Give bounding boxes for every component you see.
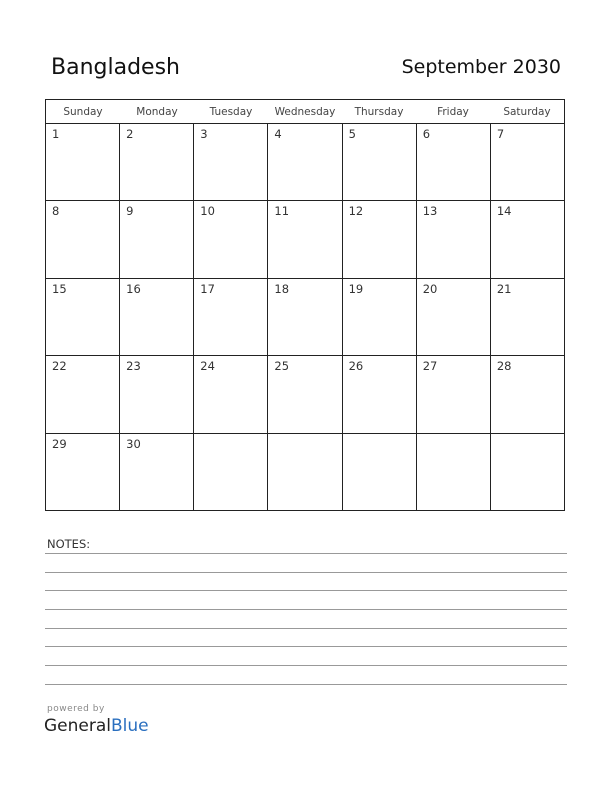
day-cell — [268, 279, 342, 355]
day-number: 27 — [422, 359, 438, 374]
day-cell — [268, 434, 342, 510]
day-number: 17 — [200, 281, 215, 296]
day-number: 4 — [274, 127, 282, 141]
week-row — [46, 434, 564, 510]
day-cell — [194, 124, 268, 200]
day-number: 2 — [126, 127, 134, 141]
day-number: 22 — [52, 359, 67, 374]
note-line — [45, 684, 567, 685]
note-line — [45, 609, 567, 610]
day-number: 9 — [126, 204, 134, 219]
week-row — [46, 201, 564, 278]
day-number: 16 — [126, 281, 141, 296]
day-number: 29 — [52, 436, 67, 451]
country-title: Bangladesh — [51, 55, 180, 80]
week-row — [46, 279, 564, 356]
day-cell — [491, 124, 564, 200]
day-number: 20 — [422, 281, 438, 296]
day-cell — [417, 201, 491, 277]
day-number: 10 — [200, 204, 215, 219]
weekday-sunday: Sunday — [63, 106, 103, 118]
day-number: 30 — [126, 436, 141, 451]
day-cell — [46, 201, 120, 277]
day-cell — [120, 201, 194, 277]
day-number: 23 — [126, 359, 141, 374]
day-cell — [268, 124, 342, 200]
note-line — [45, 665, 567, 666]
note-line — [45, 646, 567, 647]
day-cell — [417, 279, 491, 355]
day-number: 15 — [52, 281, 67, 296]
day-cell — [194, 279, 268, 355]
day-cell — [343, 201, 417, 277]
weekday-wednesday: Wednesday — [274, 106, 336, 118]
day-cell — [343, 434, 417, 510]
day-cell — [343, 124, 417, 200]
day-number: 5 — [348, 127, 356, 141]
day-cell — [194, 201, 268, 277]
day-cell — [417, 434, 491, 510]
day-number: 13 — [422, 204, 438, 219]
weekday-friday: Friday — [437, 106, 469, 118]
day-number: 12 — [348, 204, 364, 219]
day-number: 11 — [274, 204, 290, 219]
day-cell — [268, 356, 342, 432]
day-number: 14 — [496, 204, 512, 219]
weekday-monday: Monday — [136, 106, 178, 118]
day-cell — [417, 356, 491, 432]
day-cell — [120, 279, 194, 355]
day-cell — [491, 279, 564, 355]
brand-general: General — [44, 716, 111, 736]
weekday-tuesday: Tuesday — [209, 106, 253, 118]
day-cell — [46, 434, 120, 510]
weekday-thursday: Thursday — [354, 106, 404, 118]
day-number: 18 — [274, 281, 290, 296]
day-number: 25 — [274, 359, 290, 374]
day-number: 28 — [496, 359, 512, 374]
day-number: 19 — [348, 281, 364, 296]
weekday-saturday: Saturday — [503, 106, 551, 118]
calendar-grid — [45, 99, 565, 511]
day-cell — [120, 356, 194, 432]
day-number: 1 — [52, 127, 60, 141]
brand-blue: Blue — [111, 716, 149, 736]
note-line — [45, 553, 567, 554]
week-row — [46, 356, 564, 433]
day-cell — [268, 201, 342, 277]
day-number: 26 — [348, 359, 364, 374]
day-cell — [491, 356, 564, 432]
week-row — [46, 124, 564, 201]
day-cell — [343, 356, 417, 432]
day-number: 21 — [496, 281, 512, 296]
generalblue-logo[interactable] — [44, 716, 149, 736]
day-cell — [343, 279, 417, 355]
powered-by-text: powered by — [47, 704, 105, 714]
month-year-title: September 2030 — [401, 56, 561, 78]
weekday-header-row — [46, 100, 564, 124]
day-number: 3 — [200, 127, 208, 141]
day-cell — [120, 124, 194, 200]
notes-label: NOTES: — [47, 537, 91, 551]
day-cell — [46, 279, 120, 355]
day-number: 6 — [422, 127, 431, 141]
day-cell — [491, 201, 564, 277]
day-cell — [417, 124, 491, 200]
day-cell — [120, 434, 194, 510]
note-line — [45, 628, 567, 629]
day-cell — [194, 434, 268, 510]
day-number: 24 — [200, 359, 215, 374]
day-cell — [46, 356, 120, 432]
day-cell — [46, 124, 120, 200]
day-cell — [491, 434, 564, 510]
day-number: 7 — [496, 127, 505, 141]
day-cell — [194, 356, 268, 432]
note-line — [45, 572, 567, 573]
weeks-container — [46, 124, 564, 510]
day-number: 8 — [52, 204, 60, 219]
note-line — [45, 590, 567, 591]
